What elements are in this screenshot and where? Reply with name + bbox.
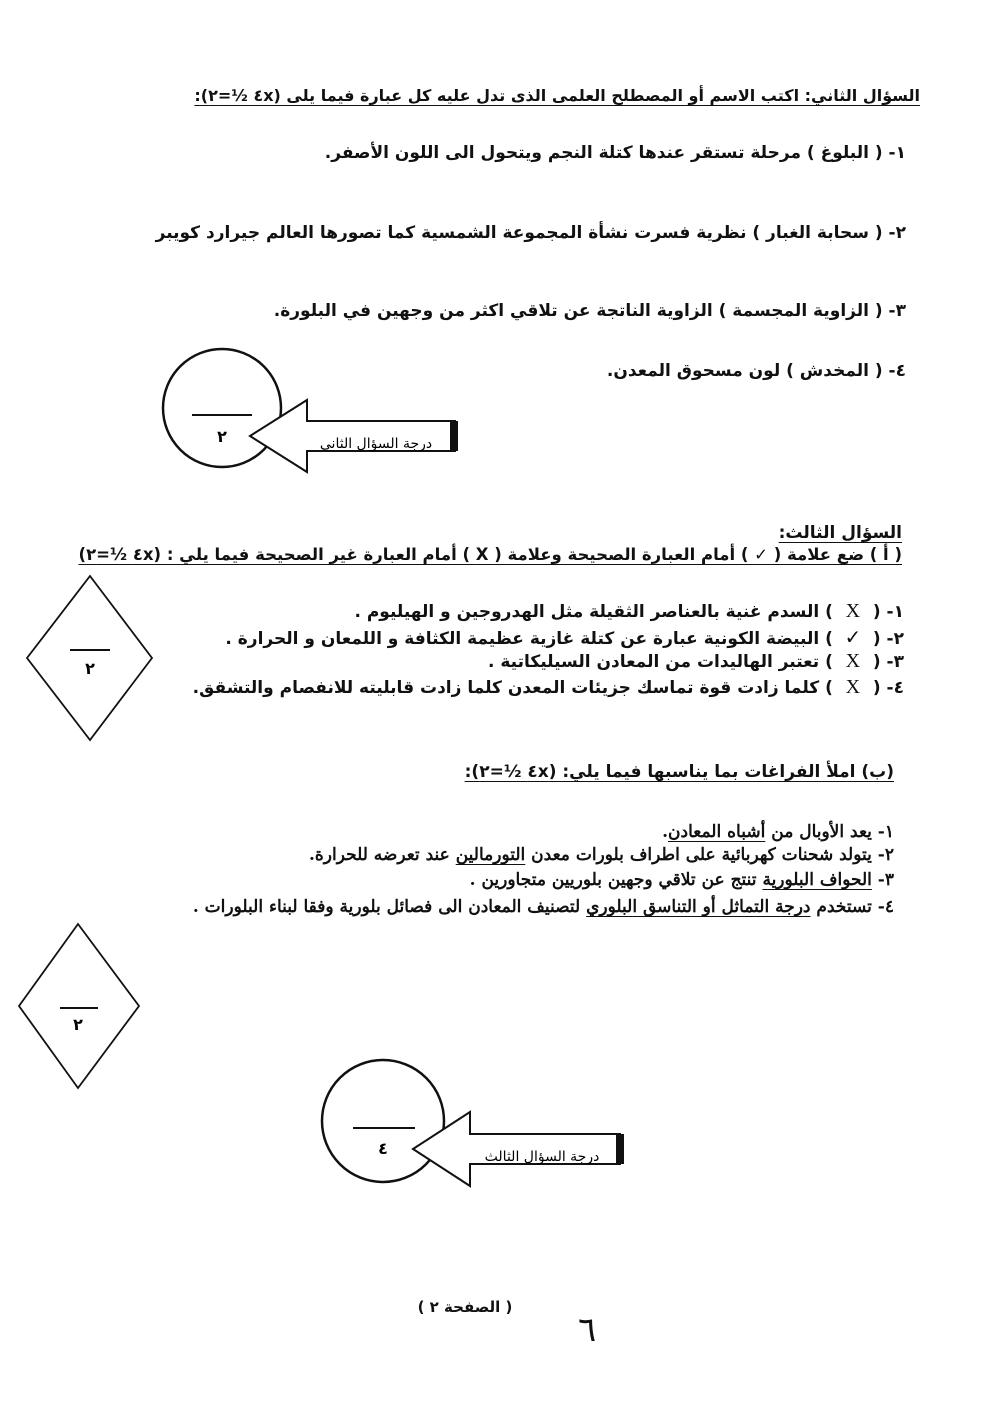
q3-part-a-score-diamond <box>24 574 156 742</box>
q3-part-a-heading: ( أ ) ضع علامة ( ✓ ) أمام العبارة الصحيحة وعلامة ( X ) أمام العبارة غير الصحيحة فيما يلي : (٤x ½=٢) <box>78 545 902 564</box>
q3-part-b-score-diamond <box>16 922 142 1090</box>
q3-part-b-score-value: ٢ <box>73 1015 83 1034</box>
answer-mark: X <box>845 600 861 622</box>
answer-mark: X <box>845 650 861 672</box>
q2-item-2: ٢- ( سحابة الغبار ) نظرية فسرت نشأة المجموعة الشمسية كما تصورها العالم جيرارد كويبر <box>155 223 906 243</box>
q3-part-a-score-value: ٢ <box>85 659 95 678</box>
q3-b-item-2: ٢- يتولد شحنات كهربائية على اطراف بلورات معدن التورمالين عند تعرضه للحرارة. <box>308 845 894 865</box>
q3-score-circle <box>322 1060 444 1182</box>
q3-a-item-2: ٢- (✓) البيضة الكونية عبارة عن كتلة غازية عظيمة الكثافة و اللمعان و الحرارة . <box>225 627 904 649</box>
q3-score-value: ٤ <box>378 1139 388 1158</box>
filled-answer: أشباه المعادن <box>668 822 766 842</box>
q3-b-item-1: ١- يعد الأوبال من أشباه المعادن. <box>662 822 894 842</box>
filled-answer: الحواف البلورية <box>762 870 872 890</box>
q3-a-item-1: ١- (X) السدم غنية بالعناصر الثقيلة مثل الهدروجين و الهيليوم . <box>354 600 904 622</box>
filled-answer: التورمالين <box>455 845 526 865</box>
q3-b-item-3: ٣- الحواف البلورية تنتج عن تلاقي وجهين بلوريين متجاورين . <box>469 870 894 890</box>
page-number-label: ( الصفحة ٢ ) <box>417 1298 513 1316</box>
q3-score-graphic <box>320 1048 640 1198</box>
q2-item-4: ٤- ( المخدش ) لون مسحوق المعدن. <box>606 361 906 381</box>
q2-score-graphic <box>150 345 470 475</box>
q3-b-item-4: ٤- تستخدم درجة التماثل أو التناسق البلوري لتصنيف المعادن الى فصائل بلورية وفقا لبناء البلورات . <box>192 897 894 917</box>
answer-mark: ✓ <box>844 627 862 649</box>
filled-answer: درجة التماثل أو التناسق البلوري <box>586 897 811 917</box>
q3-part-b-heading: (ب) املأ الفراغات بما يناسبها فيما يلي: (٤x ½=٢): <box>464 762 894 782</box>
q2-score-circle <box>163 349 281 467</box>
q3-title: السؤال الثالث: <box>778 523 902 543</box>
q2-score-label: درجة السؤال الثانى <box>319 436 433 452</box>
q2-heading: السؤال الثاني: اكتب الاسم أو المصطلح العلمى الذى تدل عليه كل عبارة فيما يلى (٤x ½=٢): <box>194 86 920 105</box>
q2-item-3: ٣- ( الزاوية المجسمة ) الزاوية الناتجة عن تلاقي اكثر من وجهين في البلورة. <box>273 301 906 321</box>
answer-mark: X <box>845 676 861 698</box>
handwritten-page-number: ٦ <box>578 1310 597 1350</box>
q2-score-value: ٢ <box>217 427 227 446</box>
q2-item-1: ١- ( البلوغ ) مرحلة تستقر عندها كتلة النجم ويتحول الى اللون الأصفر. <box>324 143 906 163</box>
q3-a-item-3: ٣- (X) تعتبر الهاليدات من المعادن السيليكاتية . <box>487 650 904 672</box>
q3-a-item-4: ٤- (X) كلما زادت قوة تماسك جزيئات المعدن كلما زادت قابليته للانفصام والتشقق. <box>192 676 904 698</box>
q3-score-label: درجة السؤال الثالث <box>484 1149 600 1165</box>
